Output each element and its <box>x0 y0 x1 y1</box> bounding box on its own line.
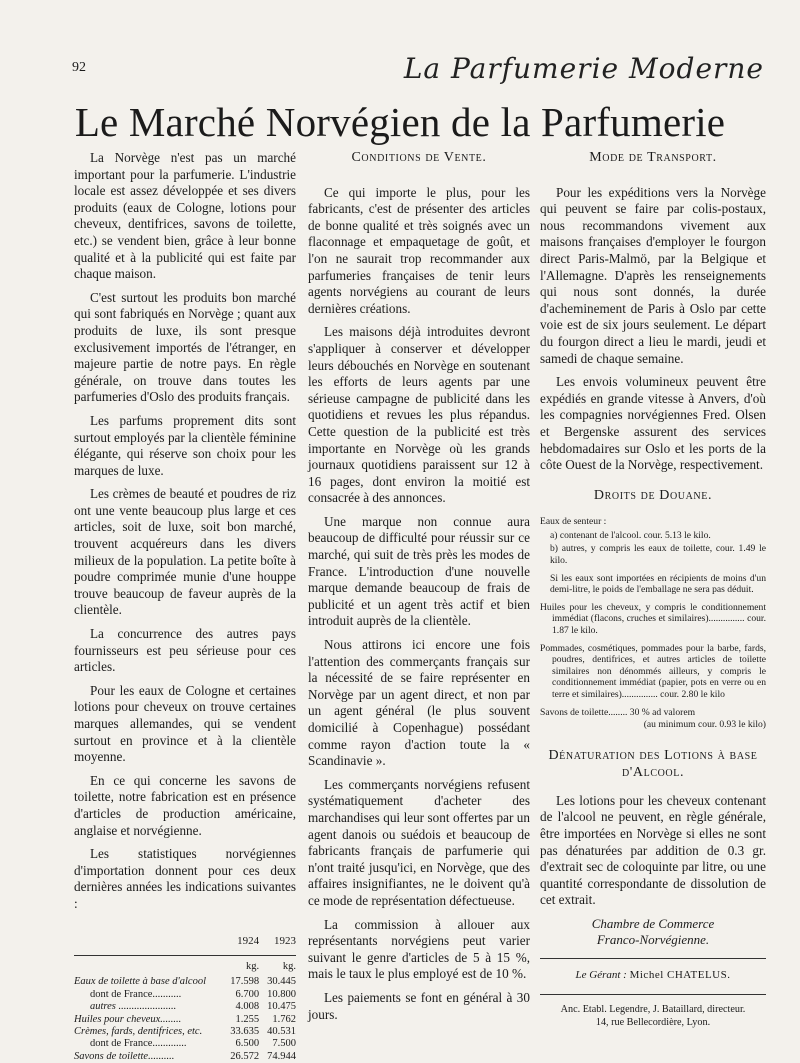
cell-1923: 10.475 <box>267 1001 296 1013</box>
divider <box>540 994 766 995</box>
paragraph: En ce qui concerne les savons de toilette, notre fabrication est en présence d'articles de production américaine, anglaise et norvégienne. <box>74 772 296 838</box>
printer-line: Anc. Etabl. Legendre, J. Bataillard, directeur. <box>560 1003 746 1015</box>
import-statistics-table <box>74 935 296 1063</box>
paragraph: Les paiements se font en général à 30 jours. <box>308 989 530 1022</box>
cell-1923: 74.944 <box>267 1050 296 1062</box>
cell-1923: 10.800 <box>267 988 296 1000</box>
paragraph: Pour les expéditions vers la Norvège qui peuvent se faire par colis-postaux, nous recommandons vivement aux maisons françaises d'employer le fourgon direct Paris-Malmö, par la Belgique et l'Allemagne. D'après les renseignements qui nous sont donnés, la durée d'acheminement de Paris à Oslo par cette voie est de six jours seulement. Le départ du fourgon direct a lieu le mardi, jeudi et samedi de chaque semaine. <box>540 184 766 366</box>
divider <box>540 958 766 959</box>
row-label: Huiles pour cheveux........ <box>74 1013 182 1025</box>
paragraph: Une marque non connue aura beaucoup de difficulté pour réussir sur ce marché, qui suit de très près les modes de France. L'introduction d'une nouvelle marque demande beaucoup de frais de publicité et un agent très actif et bien introduit auprès de la clientèle. <box>308 513 530 629</box>
customs-line: Huiles pour les cheveux, y compris le conditionnement immédiat (flacons, cruches et similaires)............... cour. 1.87 le kilo. <box>540 601 766 637</box>
table-row <box>74 1001 296 1013</box>
cell-1923: 30.445 <box>267 976 296 988</box>
section-heading-conditions: Conditions de Vente. <box>351 150 487 165</box>
paragraph: Les lotions pour les cheveux contenant de l'alcool ne peuvent, en règle générale, être importées en Norvège si elles ne sont pas dénaturées par addition de 0.3 gr. d'extrait sec de coloquinte par litre, ou une quantité correspondante de dissolution de cet extrait. <box>540 792 766 908</box>
paragraph: La commission à allouer aux représentants norvégiens peut varier suivant le genre d'articles de 5 à 15 %, mais le taux le plus employé est de 10 %. <box>308 916 530 982</box>
column-2 <box>308 150 530 1030</box>
section-heading-customs: Droits de Douane. <box>593 487 713 503</box>
cell-1923: 40.531 <box>267 1025 296 1037</box>
customs-line: Eaux de senteur : <box>540 516 607 528</box>
year-header: 1923 <box>274 934 296 947</box>
manager-label: Le Gérant : <box>575 968 627 981</box>
paragraph: Les statistiques norvégiennes d'importation donnent pour ces deux dernières années les indications suivantes : <box>74 846 296 911</box>
row-label: Crèmes, fards, dentifrices, etc. <box>74 1025 203 1037</box>
customs-line: a) contenant de l'alcool. cour. 5.13 le kilo. <box>550 529 711 541</box>
manager-name: Michel CHATELUS. <box>629 968 731 981</box>
cell-1923: 1.762 <box>272 1013 296 1025</box>
cell-1924: 33.635 <box>230 1025 260 1037</box>
customs-line: Pommades, cosmétiques, pommades pour la barbe, fards, poudres, dentifrices, et autres articles de toilette similaires non dénommés ailleurs, y compris le conditionnement immédiat (papier, pots en verre ou en terre et similaires)............... cour. 2.80 le kilo <box>540 642 766 700</box>
paragraph: Les commerçants norvégiens refusent systématiquement d'acheter des marchandises qui leur sont offertes par un agent danois ou suédois et beaucoup de fabricants français de parfumerie qui n'ont traité jusqu'ici, en Norvège, que des affaires insignifiantes, ne le doivent qu'à ce mode de représentation défectueuse. <box>308 776 530 908</box>
customs-line: Savons de toilette........ 30 % ad valorem <box>540 706 696 718</box>
paragraph: Nous attirons ici encore une fois l'attention des commerçants français sur la nécessité de se faire représenter en Norvège par un agent direct, et non par un agent général (le plus souvent domicilié à Copenhague) possédant comme rayon d'action toute la « Scandinavie ». <box>308 637 530 769</box>
row-label: dont de France........... <box>90 988 182 1000</box>
paragraph: C'est surtout les produits bon marché qui sont fabriqués en Norvège ; quant aux produits de luxe, ils sont presque exclusivement importés de l'étranger, en majeure partie de notre pays. En règle générale, on trouve dans toutes les parfumeries d'Oslo des produits français. <box>74 289 296 405</box>
section-heading-denaturation: Dénaturation des Lotions à base d'Alcool. <box>548 747 758 780</box>
section-heading-transport: Mode de Transport. <box>589 150 717 165</box>
paragraph: Pour les eaux de Cologne et certaines lotions pour cheveux on trouve certaines marques allemandes, qui se vendent surtout en province et à la clientèle moyenne. <box>74 682 296 765</box>
paragraph: Les crèmes de beauté et poudres de riz ont une vente beaucoup plus large et ces articles, soit de luxe, soit bon marché, trouvent acquéreurs dans les divers milieux de la population. La petite boîte à poudre comprimée munie d'une houppe trouve beaucoup de faveur auprès de la clientèle. <box>74 486 296 618</box>
customs-duties <box>540 516 766 731</box>
customs-line: b) autres, y compris les eaux de toilette, cour. 1.49 le kilo. <box>550 543 766 567</box>
signature-line: Franco-Norvégienne. <box>596 931 710 947</box>
row-label: autres ...................... <box>90 1001 177 1013</box>
table-row <box>74 1051 296 1063</box>
table-row <box>74 1038 296 1050</box>
signature-line: Chambre de Commerce <box>591 915 715 931</box>
paragraph: Les parfums proprement dits sont surtout employés par la clientèle féminine élégante, qui réserve son choix pour les marques de luxe. <box>74 412 296 478</box>
column-1 <box>74 150 296 1063</box>
page-title: Le Marché Norvégien de la Parfumerie <box>74 99 726 145</box>
manager-line <box>540 967 766 984</box>
row-label: Savons de toilette.......... <box>74 1050 175 1062</box>
paragraph: Ce qui importe le plus, pour les fabricants, c'est de présenter des articles de bonne qualité et très soignés avec un flaconnage et empaquetage de goût, et l'on ne saurait trop recommander aux parfumeries françaises de tenir leurs agents norvégiens au courant de leurs dernières créations. <box>308 184 530 316</box>
paragraph: La Norvège n'est pas un marché important pour la parfumerie. L'industrie locale est assez développée et ses divers produits (eaux de Cologne, lotions pour cheveux, dentifrices, savons de toilette, etc.) se vendent bien, grâce à leur bonne qualité et à la publicité qui est faite par chaque maison. <box>74 150 296 282</box>
masthead: La Parfumerie Moderne <box>403 52 764 85</box>
column-3 <box>540 150 766 1029</box>
table-row <box>74 1026 296 1038</box>
cell-1924: 6.500 <box>235 1038 260 1050</box>
row-label: dont de France............. <box>90 1038 187 1050</box>
table-row <box>74 1014 296 1026</box>
paragraph: La concurrence des autres pays fournisseurs est peu sérieuse pour ces articles. <box>74 626 296 675</box>
table-row <box>74 989 296 1001</box>
page-number: 92 <box>72 60 86 75</box>
table-row <box>74 976 296 988</box>
cell-1923: 7.500 <box>272 1038 296 1050</box>
paragraph: Les maisons déjà introduites devront s'appliquer à conserver et développer leurs débouchés en Norvège en soutenant les efforts de leurs agents par une sérieuse campagne de publicité dans les quotidiens et revues les plus répandus. Cette question de la publicité est très importante en Norvège où les grands journaux quotidiens paraissent sur 12 à 16 pages, dont environ la moitié est consacrée à des annonces. <box>308 324 530 506</box>
cell-1924: 26.572 <box>230 1050 260 1062</box>
cell-1924: 1.255 <box>235 1013 260 1025</box>
unit-header: kg. <box>259 955 296 976</box>
year-header: 1924 <box>237 934 260 947</box>
cell-1924: 17.598 <box>230 976 260 988</box>
cell-1924: 6.700 <box>235 988 260 1000</box>
row-label: Eaux de toilette à base d'alcool <box>74 976 207 988</box>
printer-line: 14, rue Bellecordière, Lyon. <box>595 1016 711 1028</box>
cell-1924: 4.008 <box>235 1001 260 1013</box>
customs-line: Si les eaux sont importées en récipients de moins d'un demi-litre, le poids de l'emballage ne sera pas déduit. <box>550 572 766 596</box>
customs-line: (au minimum cour. 0.93 le kilo) <box>643 719 766 731</box>
unit-header: kg. <box>222 955 259 976</box>
paragraph: Les envois volumineux peuvent être expédiés en grande vitesse à Anvers, d'où les compagnies norvégiennes Fred. Olsen et Bergenske assurent des services hebdomadaires sur Oslo et les ports de la côte Ouest de la Norvège, respectivement. <box>540 374 766 473</box>
